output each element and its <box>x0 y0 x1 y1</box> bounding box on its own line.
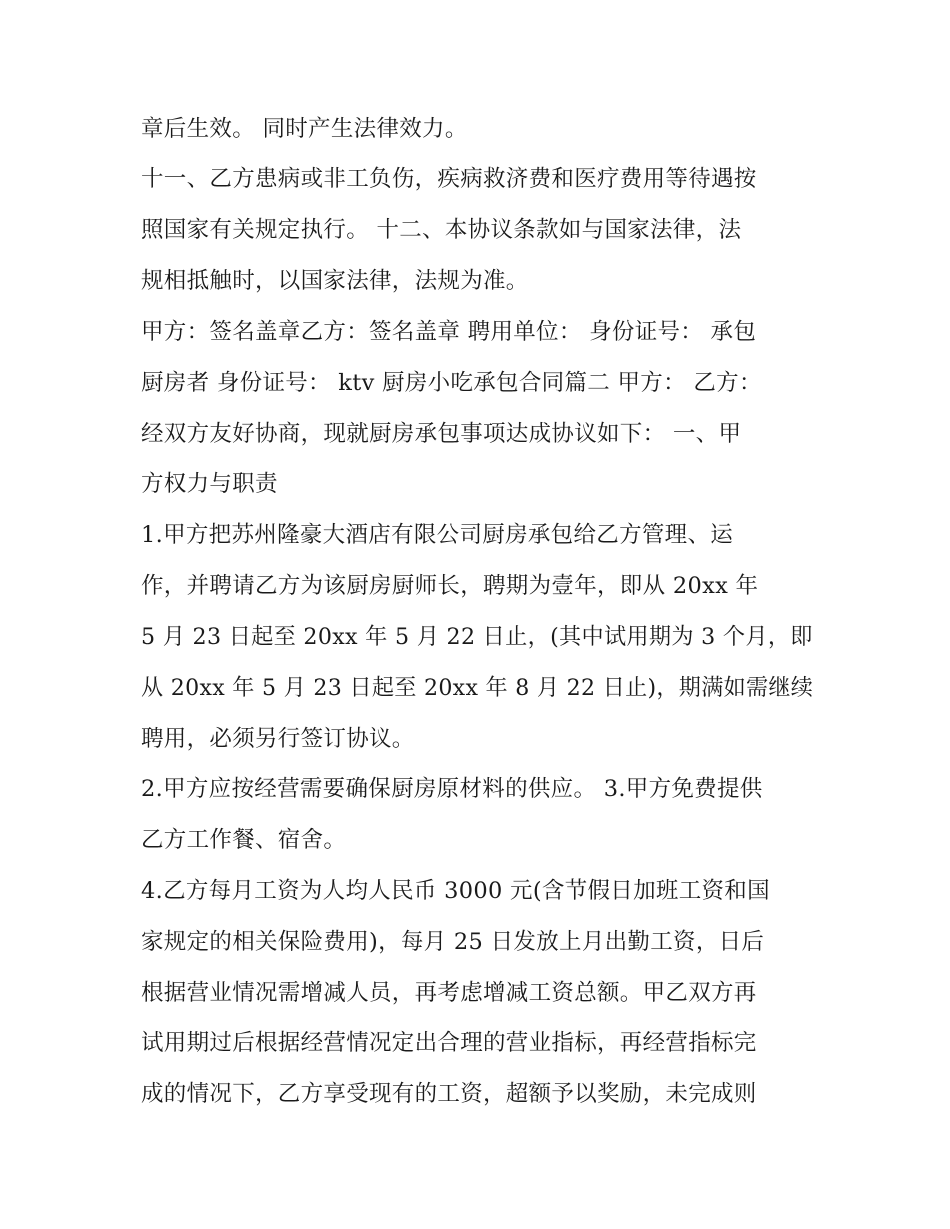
text-line: 照国家有关规定执行。 十二、本协议条款如与国家法律，法 <box>141 217 742 243</box>
text-line: 1.甲方把苏州隆豪大酒店有限公司厨房承包给乙方管理、运 <box>141 522 734 548</box>
text-line: 章后生效。 同时产生法律效力。 <box>141 116 468 142</box>
text-line: 厨房者 身份证号： ktv 厨房小吃承包合同篇二 甲方： 乙方： <box>141 370 762 396</box>
text-line: 根据营业情况需增减人员，再考虑增减工资总额。甲乙双方再 <box>141 980 757 1006</box>
text-line: 家规定的相关保险费用)，每月 25 日发放上月出勤工资，日后 <box>141 929 765 955</box>
text-line: 作，并聘请乙方为该厨房厨师长，聘期为壹年，即从 20xx 年 <box>141 573 759 599</box>
text-line: 成的情况下，乙方享受现有的工资，超额予以奖励，未完成则 <box>141 1081 757 1107</box>
text-line: 从 20xx 年 5 月 23 日起至 20xx 年 8 月 22 日止)，期满如需继续 <box>141 675 814 701</box>
text-line: 聘用，必须另行签订协议。 <box>141 726 415 752</box>
text-line: 试用期过后根据经营情况定出合理的营业指标，再经营指标完 <box>141 1030 757 1056</box>
text-line: 规相抵触时，以国家法律，法规为准。 <box>141 268 529 294</box>
text-line: 乙方工作餐、宿舍。 <box>141 827 347 853</box>
text-line: 十一、乙方患病或非工负伤，疾病救济费和医疗费用等待遇按 <box>141 166 757 192</box>
text-line: 2.甲方应按经营需要确保厨房原材料的供应。 3.甲方免费提供 <box>141 776 763 802</box>
text-line: 4.乙方每月工资为人均人民币 3000 元(含节假日加班工资和国 <box>141 878 770 904</box>
text-line: 方权力与职责 <box>141 471 278 497</box>
text-line: 经双方友好协商，现就厨房承包事项达成协议如下： 一、甲 <box>141 421 742 447</box>
text-line: 5 月 23 日起至 20xx 年 5 月 22 日止，(其中试用期为 3 个月，即 <box>141 624 813 650</box>
text-line: 甲方：签名盖章乙方：签名盖章 聘用单位： 身份证号： 承包 <box>141 319 757 345</box>
